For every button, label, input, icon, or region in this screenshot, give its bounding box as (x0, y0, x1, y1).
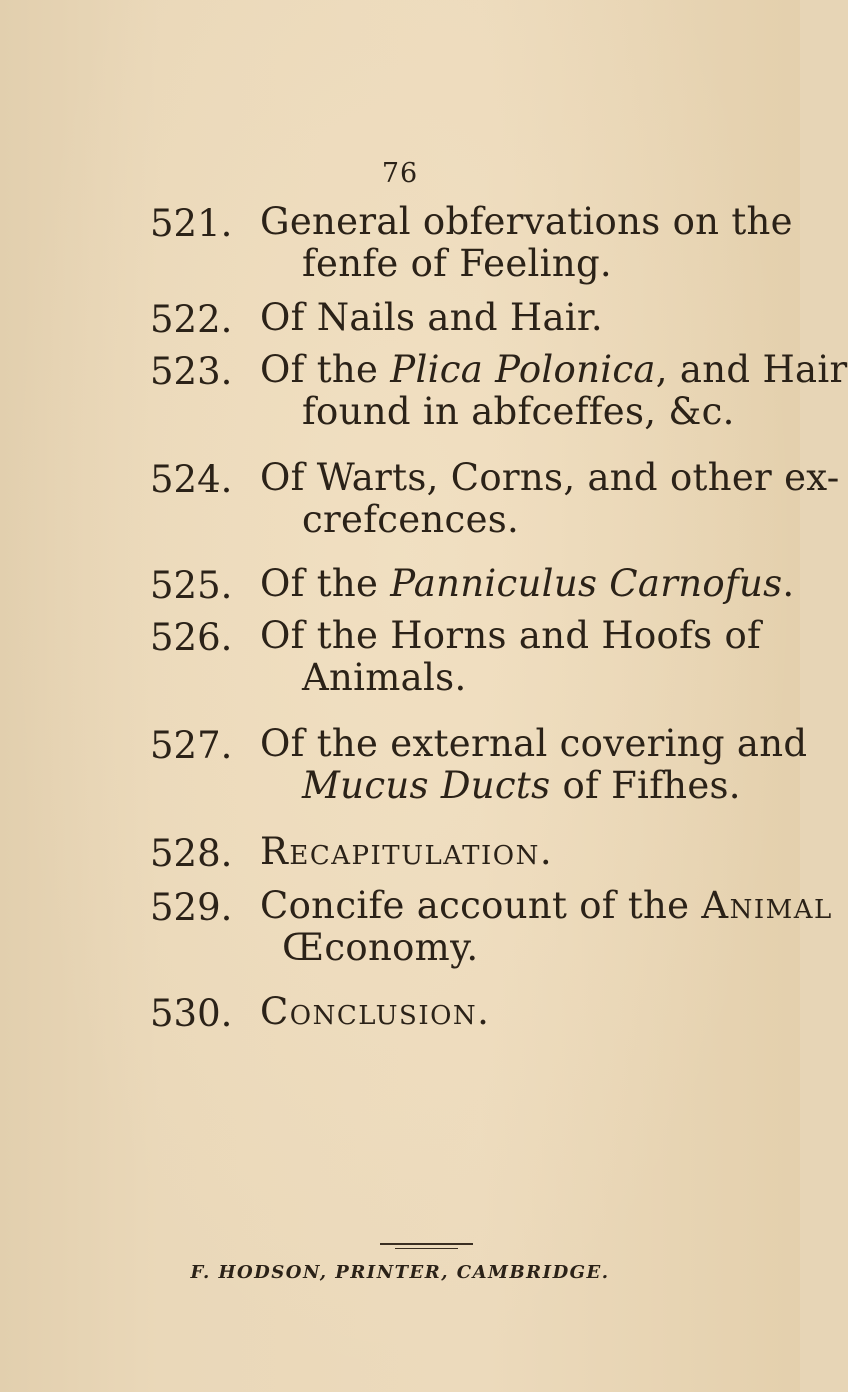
entry-number: 528. (150, 832, 233, 875)
entry-text (260, 298, 750, 338)
printer-imprint: F. HODSON, PRINTER, CAMBRIDGE. (190, 1262, 610, 1283)
toc-entry-530 (150, 990, 750, 1035)
entry-text (260, 614, 762, 699)
entry-text (260, 992, 750, 1032)
entry-line-part: , and Hair (655, 348, 848, 391)
entry-line-part: . (782, 562, 795, 605)
entry-continuation: Animals. (302, 656, 467, 699)
entry-number: 522. (150, 298, 233, 341)
entry-number: 526. (150, 616, 233, 659)
toc-entry-526 (150, 614, 762, 699)
footer-rule (380, 1243, 473, 1245)
entry-number: 521. (150, 202, 233, 245)
entry-line-italic: Plica Polonica (390, 348, 656, 391)
entry-number: 529. (150, 886, 233, 929)
toc-entry-522 (150, 296, 750, 341)
entry-line-part: Concife account of the (260, 884, 702, 927)
entry-text (260, 200, 793, 285)
entry-line-italic: Mucus Ducts (302, 764, 551, 807)
entry-line-part: Of the (260, 348, 391, 391)
toc-entry-527 (150, 722, 808, 807)
toc-entry-521 (150, 200, 793, 285)
entry-line-smallcaps: Animal (701, 884, 833, 927)
page-number: 76 (381, 158, 419, 189)
entry-number: 523. (150, 350, 233, 393)
entry-text (260, 562, 795, 605)
entry-line: Of Warts, Corns, and other ex- (260, 456, 840, 499)
entry-line (260, 562, 795, 605)
entry-line: General obfervations on the (260, 200, 793, 243)
entry-line-italic: Panniculus Carnofus (390, 562, 783, 605)
entry-text (260, 832, 750, 872)
entry-text (260, 884, 833, 969)
entry-line: Recapitulation. (260, 830, 554, 873)
entry-number: 530. (150, 992, 233, 1035)
entry-number: 525. (150, 564, 233, 607)
entry-line: Of the Horns and Hoofs of (260, 614, 762, 657)
entry-text (260, 456, 840, 541)
entry-text (260, 348, 848, 433)
toc-entry-524 (150, 456, 840, 541)
toc-entry-523 (150, 348, 848, 433)
entry-continuation: found in abfceffes, &c. (302, 390, 735, 433)
entry-line-part: of Fifhes. (550, 764, 741, 807)
entry-line: Of the external covering and (260, 722, 808, 765)
entry-text (260, 722, 808, 807)
entry-continuation: fenfe of Feeling. (302, 242, 612, 285)
toc-entry-529 (150, 884, 833, 969)
entry-line (260, 348, 848, 391)
footer-rule-thin (395, 1248, 458, 1249)
entry-number: 524. (150, 458, 233, 501)
entry-line: Conclusion. (260, 990, 491, 1033)
entry-continuation (260, 766, 750, 806)
entry-line-part: Of the (260, 562, 391, 605)
toc-entry-525 (150, 562, 795, 607)
entry-line: Of Nails and Hair. (260, 296, 603, 339)
toc-entry-528 (150, 830, 750, 875)
entry-continuation: crefcences. (302, 498, 520, 541)
entry-number: 527. (150, 724, 233, 767)
entry-continuation: Œconomy. (282, 926, 479, 969)
entry-line (260, 884, 833, 927)
